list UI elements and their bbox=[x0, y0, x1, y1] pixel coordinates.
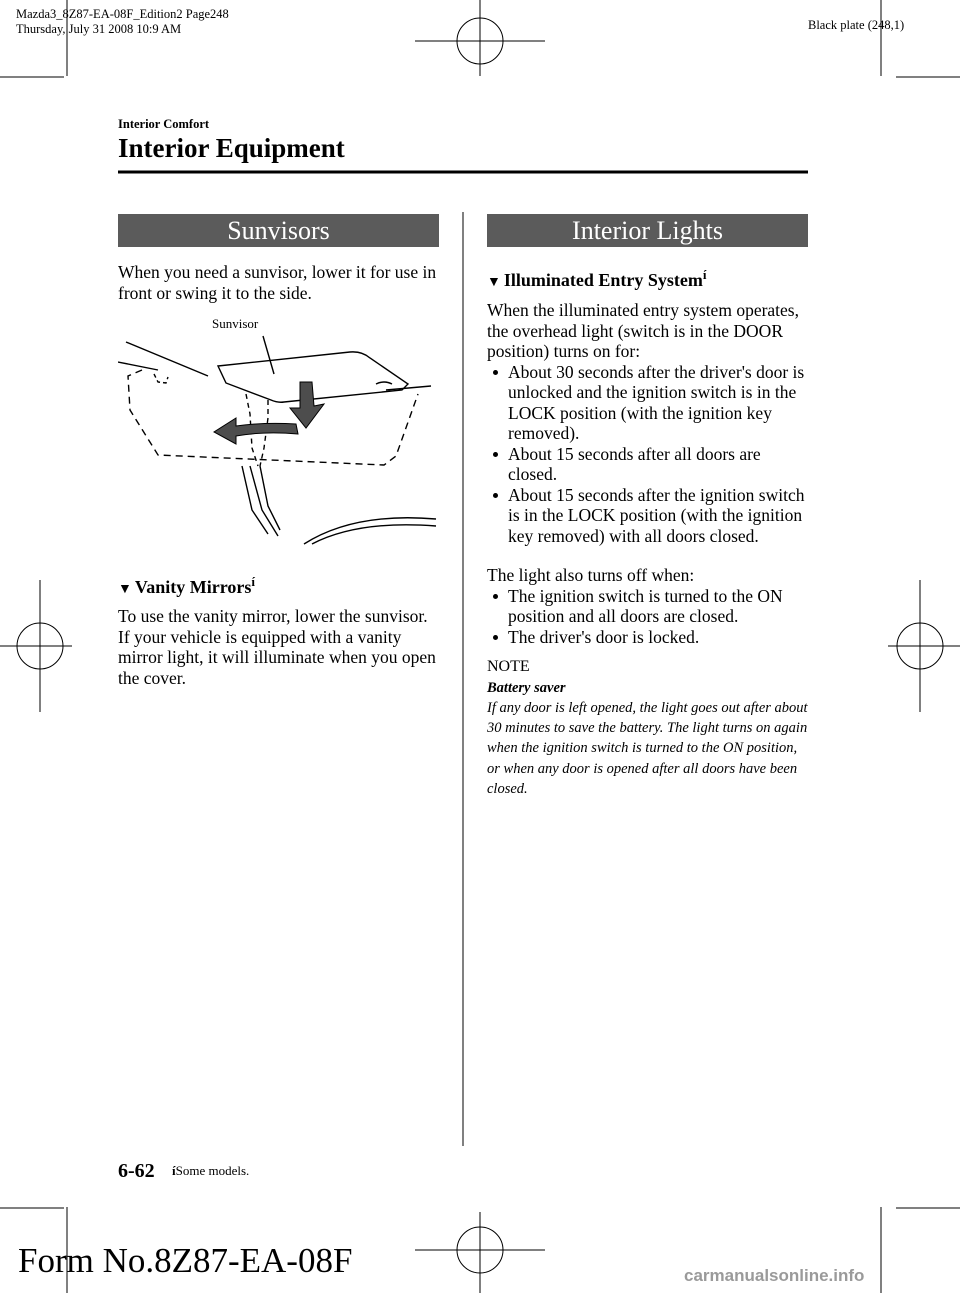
light-off-list bbox=[487, 586, 809, 648]
illuminated-entry-heading bbox=[487, 264, 707, 294]
footnote bbox=[172, 1163, 249, 1179]
footnote-text: Some models. bbox=[175, 1163, 250, 1178]
vanity-mirrors-heading bbox=[118, 571, 255, 601]
list-item: The driver's door is locked. bbox=[487, 627, 809, 648]
sunvisor-illustration bbox=[118, 316, 438, 546]
section-bar-interior-lights: Interior Lights bbox=[487, 214, 808, 247]
file-name: Mazda3_8Z87-EA-08F_Edition2 Page248 bbox=[16, 7, 229, 21]
section-bar-sunvisors: Sunvisors bbox=[118, 214, 439, 247]
some-models-mark: í bbox=[251, 574, 255, 589]
watermark: carmanualsonline.info bbox=[684, 1266, 865, 1285]
triangle-bullet-icon: ▼ bbox=[118, 582, 132, 597]
vanity-mirror-p2: If your vehicle is equipped with a vanity mirror light, it will illuminate when you open the cover. bbox=[118, 626, 436, 688]
illuminated-entry-intro: When the illuminated entry system operates, the overhead light (switch is in the DOOR position) turns on for: bbox=[487, 300, 799, 361]
note-text: If any door is left opened, the light goes out after about 30 minutes to save the battery. The light turns on again when the ignition switch is turned to the ON position, or when any door is opened after all doors have been closed. bbox=[487, 699, 808, 797]
light-on-list bbox=[487, 362, 809, 547]
page-title: Interior Equipment bbox=[118, 133, 345, 163]
file-timestamp: Thursday, July 31 2008 10:9 AM bbox=[16, 22, 182, 36]
illuminated-entry-title: Illuminated Entry System bbox=[503, 270, 703, 290]
file-info bbox=[16, 7, 229, 37]
triangle-bullet-icon: ▼ bbox=[487, 275, 501, 290]
vanity-mirror-p1: To use the vanity mirror, lower the sunvisor. bbox=[118, 606, 428, 626]
some-models-mark: í bbox=[702, 267, 707, 282]
some-models-mark: í bbox=[172, 1163, 176, 1178]
sunvisor-callout-label: Sunvisor bbox=[212, 316, 259, 331]
vanity-mirror-text bbox=[118, 606, 440, 688]
plate-label: Black plate (248,1) bbox=[808, 18, 905, 32]
illuminated-entry-body bbox=[487, 300, 809, 799]
list-item: About 15 seconds after the ignition switch is in the LOCK position (with the ignition key removed) with all doors closed. bbox=[487, 485, 809, 547]
sunvisor-intro: When you need a sunvisor, lower it for use in front or swing it to the side. bbox=[118, 262, 437, 303]
chapter-label: Interior Comfort bbox=[118, 117, 210, 131]
page-number: 6-62 bbox=[118, 1160, 155, 1182]
sunvisor-figure bbox=[118, 316, 438, 546]
list-item: The ignition switch is turned to the ON position and all doors are closed. bbox=[487, 586, 809, 627]
light-off-intro: The light also turns off when: bbox=[487, 565, 695, 585]
list-item: About 30 seconds after the driver's door is unlocked and the ignition switch is in the LOCK position (with the ignition key removed). bbox=[487, 362, 809, 444]
note-title: Battery saver bbox=[487, 679, 566, 696]
list-item: About 15 seconds after all doors are closed. bbox=[487, 444, 809, 485]
vanity-mirrors-title: Vanity Mirrors bbox=[134, 577, 252, 597]
form-number: Form No.8Z87-EA-08F bbox=[18, 1241, 353, 1280]
note-label: NOTE bbox=[487, 658, 530, 675]
